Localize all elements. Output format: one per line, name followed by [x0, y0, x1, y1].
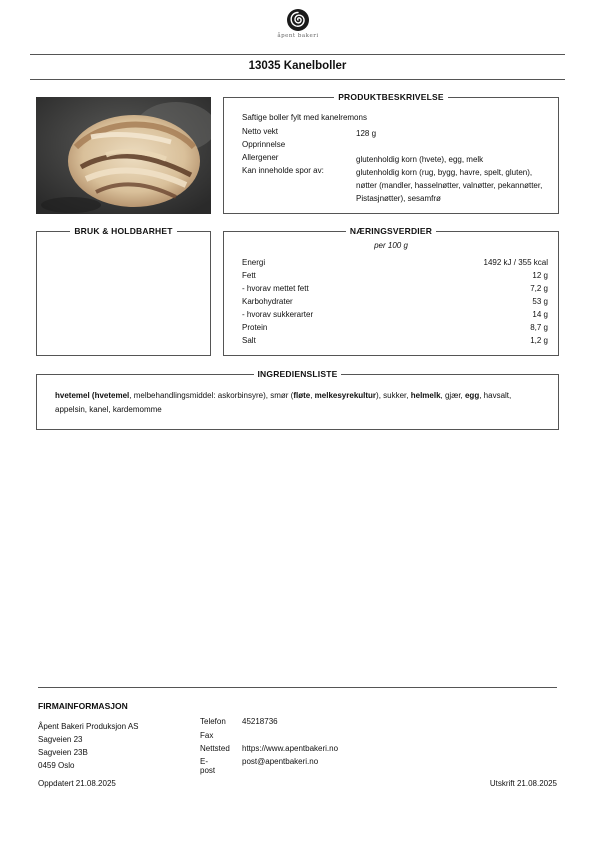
email-link[interactable]: post@apentbakeri.no	[242, 757, 319, 766]
company-heading: FIRMAINFORMASJON	[38, 701, 128, 711]
ingredients-text	[55, 389, 528, 417]
product-photo	[36, 97, 211, 214]
nutrition-value: 12 g	[532, 271, 548, 280]
contact-label: Nettsted	[200, 744, 230, 753]
company-address-2: Sagveien 23B	[38, 748, 88, 757]
product-description-heading: PRODUKTBESKRIVELSE	[334, 92, 448, 102]
updated-date: Oppdatert 21.08.2025	[38, 779, 116, 788]
product-row-value: glutenholdig korn (rug, bygg, havre, spelt, gluten), nøtter (mandler, hasselnøtter, valnøtter, pekannøtter, Pistasjnøtter), sesamfrø	[356, 168, 543, 203]
contact-label: E-post	[200, 757, 216, 775]
nutrition-label: Energi	[242, 258, 266, 267]
ingredient-allergen-text: melkesyrekultur	[314, 391, 377, 400]
contact-label: Telefon	[200, 717, 226, 726]
nutrition-label: Protein	[242, 323, 268, 332]
product-row-value: glutenholdig korn (hvete), egg, melk	[356, 155, 484, 164]
nutrition-label: Salt	[242, 336, 256, 345]
contact-value: 45218736	[242, 717, 278, 726]
nutrition-heading: NÆRINGSVERDIER	[346, 226, 436, 236]
nutrition-label: - hvorav sukkerarter	[242, 310, 314, 319]
ingredient-allergen-text: fløte	[293, 391, 311, 400]
ingredients-section	[36, 369, 559, 430]
title-divider-bottom	[30, 79, 565, 80]
nutrition-value: 1,2 g	[530, 336, 548, 345]
printed-date: Utskrift 21.08.2025	[489, 779, 557, 788]
website-link[interactable]: https://www.apentbakeri.no	[242, 744, 339, 753]
nutrition-value: 53 g	[532, 297, 548, 306]
ingredient-text: , gjær,	[440, 391, 465, 400]
nutrition-label: Karbohydrater	[242, 297, 293, 306]
nutrition-value: 7,2 g	[530, 284, 548, 293]
footer-divider	[38, 687, 557, 688]
ingredient-text: , havsalt, appelsin, kanel, kardemomme	[55, 391, 512, 414]
company-postal: 0459 Oslo	[38, 761, 75, 770]
product-row-label: Kan inneholde spor av:	[242, 166, 324, 175]
product-row-label: Allergener	[242, 153, 279, 162]
ingredient-allergen-text: hvetemel (	[55, 391, 95, 400]
nutrition-section	[223, 226, 559, 356]
nutrition-label: - hvorav mettet fett	[242, 284, 309, 293]
nutrition-value: 14 g	[532, 310, 548, 319]
ingredient-allergen-text: hvetemel	[94, 391, 130, 400]
ingredients-heading: INGREDIENSLISTE	[254, 369, 342, 379]
product-row-value: 128 g	[356, 129, 377, 138]
company-address-1: Sagveien 23	[38, 735, 83, 744]
product-row-label: Netto vekt	[242, 127, 279, 136]
company-logo	[270, 8, 326, 50]
nutrition-value: 1492 kJ / 355 kcal	[483, 258, 548, 267]
logo-wordmark: åpent bakeri	[277, 33, 319, 39]
usage-heading: BRUK & HOLDBARHET	[70, 226, 176, 236]
product-description-text: Saftige boller fylt med kanelremons	[242, 113, 367, 122]
ingredient-allergen-text: helmelk	[410, 391, 441, 400]
ingredient-text: , melbehandlingsmiddel: askorbinsyre), smør (	[129, 391, 294, 400]
contact-label: Fax	[200, 731, 214, 740]
ingredient-text: ,	[310, 391, 315, 400]
usage-section	[36, 226, 211, 356]
spiral-logo-icon	[286, 8, 310, 32]
product-title: 13035 Kanelboller	[248, 60, 347, 72]
ingredient-text: ), sukker,	[376, 391, 411, 400]
product-row-label: Opprinnelse	[242, 140, 286, 149]
ingredient-allergen-text: egg	[464, 391, 480, 400]
title-divider-top	[30, 54, 565, 55]
nutrition-value: 8,7 g	[530, 323, 548, 332]
nutrition-per-unit: per 100 g	[374, 241, 408, 250]
nutrition-label: Fett	[242, 271, 256, 280]
company-name: Åpent Bakeri Produksjon AS	[38, 722, 139, 731]
product-description-section	[223, 92, 559, 214]
